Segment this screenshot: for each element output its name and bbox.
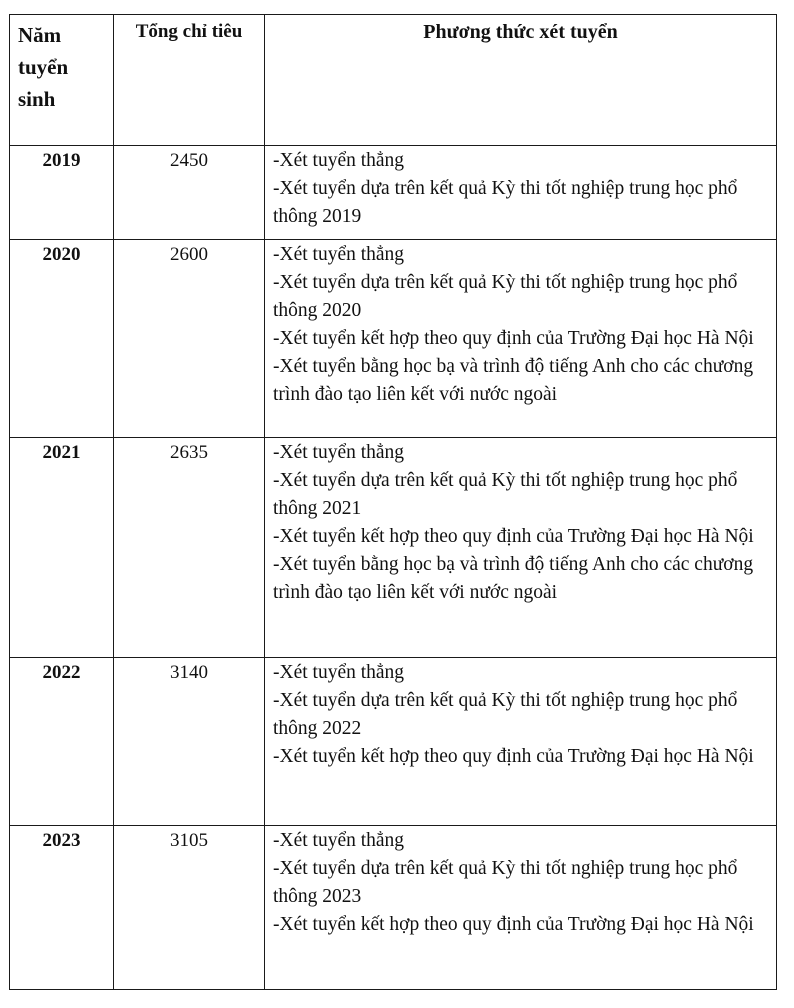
method-item: -Xét tuyển dựa trên kết quả Kỳ thi tốt nghiệp trung học phổ thông 2020 [273,272,738,321]
method-cell [265,826,777,990]
method-item: -Xét tuyển kết hợp theo quy định của Trường Đại học Hà Nội [273,328,754,349]
header-method: Phương thức xét tuyển [265,15,777,146]
method-item: -Xét tuyển thẳng [273,830,405,851]
method-item: -Xét tuyển dựa trên kết quả Kỳ thi tốt nghiệp trung học phổ thông 2019 [273,178,738,227]
table-header-row [10,15,777,146]
year-cell: 2019 [10,146,114,240]
year-cell: 2022 [10,658,114,826]
method-cell [265,240,777,438]
method-item: -Xét tuyển dựa trên kết quả Kỳ thi tốt nghiệp trung học phổ thông 2023 [273,858,738,907]
year-cell: 2023 [10,826,114,990]
method-item: -Xét tuyển bằng học bạ và trình độ tiếng Anh cho các chương trình đào tạo liên kết với nước ngoài [273,356,754,405]
table-row [10,658,777,826]
table-row [10,826,777,990]
method-item: -Xét tuyển kết hợp theo quy định của Trường Đại học Hà Nội [273,746,754,767]
header-year-line: Năm [18,23,62,47]
quota-cell: 3140 [114,658,265,826]
method-cell [265,658,777,826]
table-row [10,146,777,240]
table-row [10,240,777,438]
method-item: -Xét tuyển thẳng [273,150,405,171]
header-quota: Tổng chỉ tiêu [114,15,265,146]
method-item: -Xét tuyển dựa trên kết quả Kỳ thi tốt nghiệp trung học phổ thông 2021 [273,470,738,519]
table-row [10,438,777,658]
header-year-line: tuyển [18,55,69,79]
method-cell [265,146,777,240]
quota-cell: 2450 [114,146,265,240]
year-cell: 2021 [10,438,114,658]
year-cell: 2020 [10,240,114,438]
method-item: -Xét tuyển kết hợp theo quy định của Trường Đại học Hà Nội [273,526,754,547]
header-year-line: sinh [18,87,56,111]
header-year [10,15,114,146]
method-item: -Xét tuyển dựa trên kết quả Kỳ thi tốt nghiệp trung học phổ thông 2022 [273,690,738,739]
method-item: -Xét tuyển thẳng [273,662,405,683]
method-item: -Xét tuyển kết hợp theo quy định của Trường Đại học Hà Nội [273,914,754,935]
quota-cell: 3105 [114,826,265,990]
method-item: -Xét tuyển thẳng [273,442,405,463]
method-item: -Xét tuyển thẳng [273,244,405,265]
admissions-table [9,14,777,990]
method-item: -Xét tuyển bằng học bạ và trình độ tiếng Anh cho các chương trình đào tạo liên kết với nước ngoài [273,554,754,603]
quota-cell: 2635 [114,438,265,658]
quota-cell: 2600 [114,240,265,438]
method-cell [265,438,777,658]
